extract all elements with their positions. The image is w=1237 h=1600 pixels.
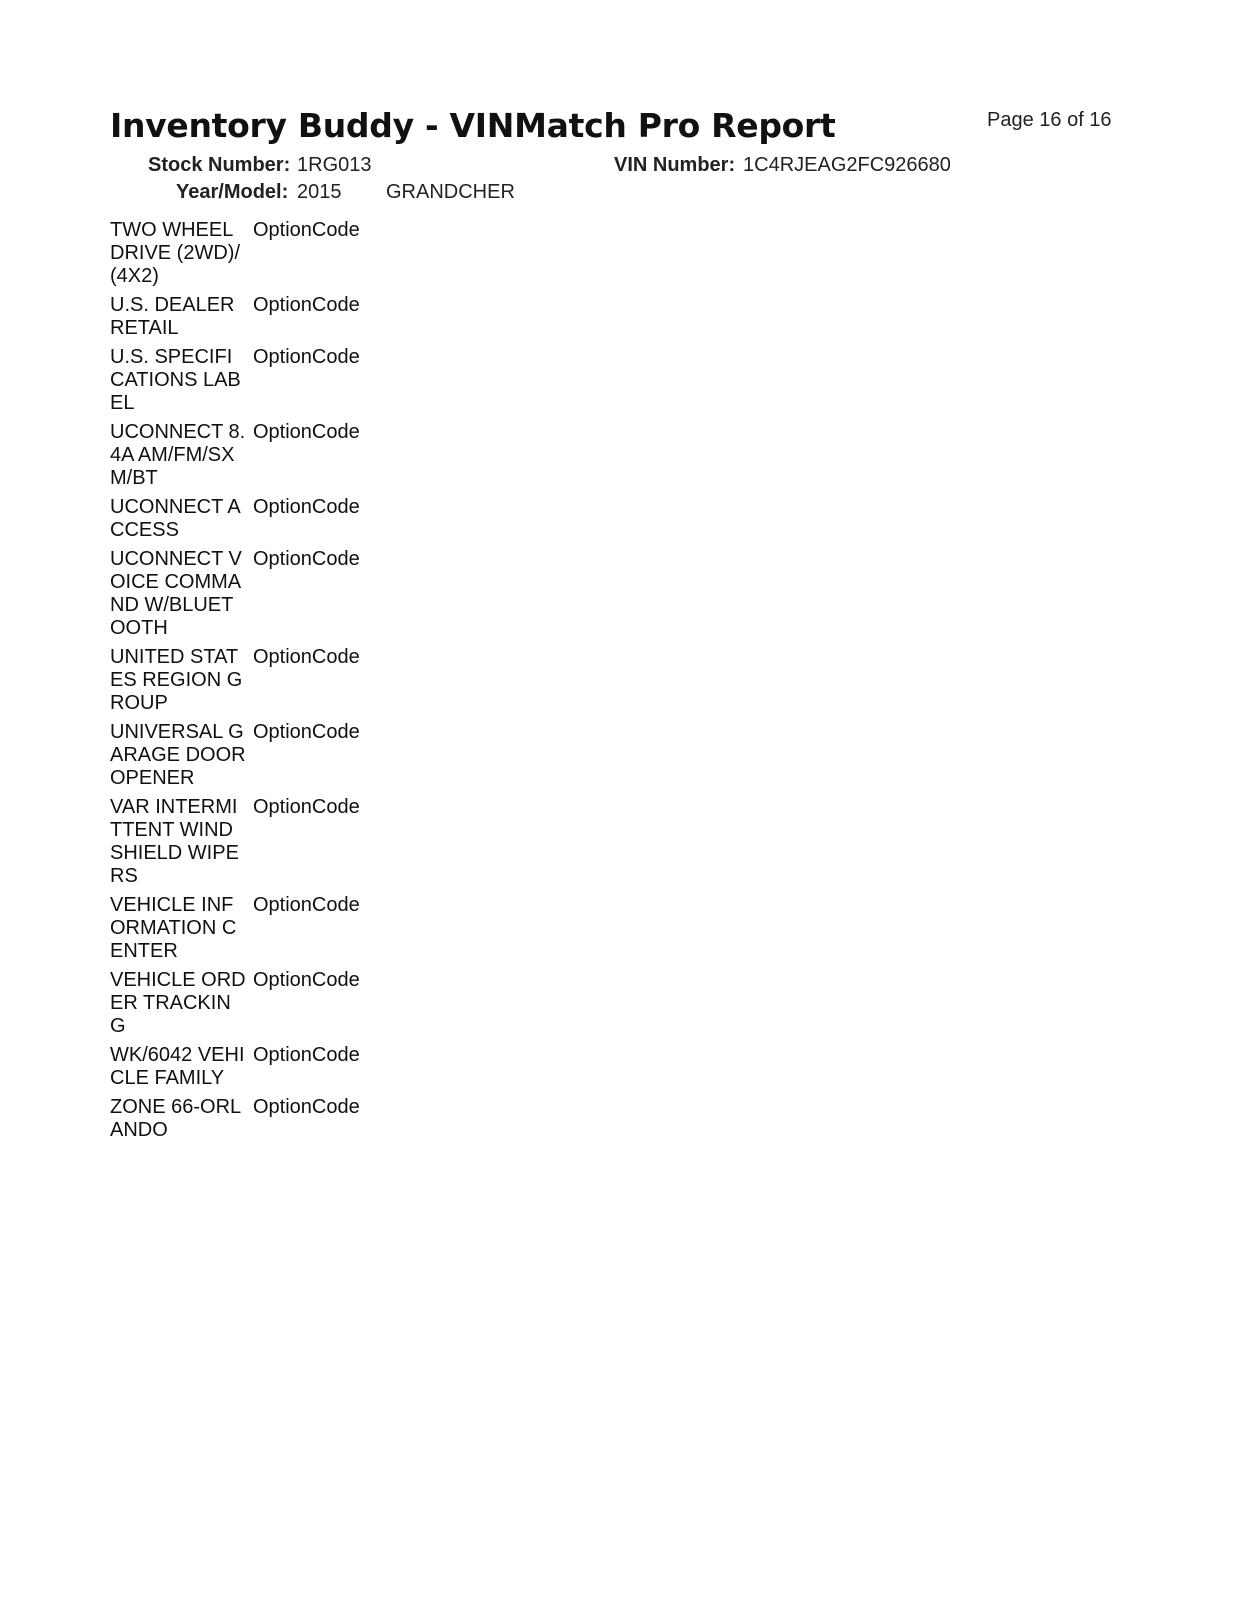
option-name: UCONNECT 8.4A AM/FM/SXM/BT — [110, 421, 246, 489]
option-type: OptionCode — [253, 294, 360, 316]
page-indicator: Page 16 of 16 — [987, 109, 1112, 131]
option-type: OptionCode — [253, 796, 360, 818]
option-name: VAR INTERMITTENT WINDSHIELD WIPERS — [110, 796, 239, 887]
option-row — [110, 1096, 430, 1142]
option-name: VEHICLE INFORMATION CENTER — [110, 894, 237, 962]
option-type: OptionCode — [253, 894, 360, 916]
option-row — [110, 219, 430, 288]
option-name: UCONNECT ACCESS — [110, 496, 241, 541]
option-row — [110, 721, 430, 790]
option-type: OptionCode — [253, 1096, 360, 1118]
report-title: Inventory Buddy - VINMatch Pro Report — [110, 106, 836, 145]
option-name: ZONE 66-ORLANDO — [110, 1096, 242, 1141]
option-type: OptionCode — [253, 219, 360, 241]
model-value: GRANDCHER — [386, 181, 515, 203]
stock-number-value: 1RG013 — [297, 154, 372, 176]
option-type: OptionCode — [253, 1044, 360, 1066]
option-row — [110, 346, 430, 415]
option-row — [110, 421, 430, 490]
option-row — [110, 294, 430, 340]
option-code-list — [110, 219, 430, 1148]
stock-number-label: Stock Number: — [148, 154, 291, 176]
option-row — [110, 796, 430, 888]
option-name: VEHICLE ORDER TRACKING — [110, 969, 246, 1037]
option-row — [110, 1044, 430, 1090]
option-row — [110, 646, 430, 715]
option-name: UNIVERSAL GARAGE DOOR OPENER — [110, 721, 246, 789]
option-name: U.S. DEALER RETAIL — [110, 294, 235, 339]
option-type: OptionCode — [253, 496, 360, 518]
option-row — [110, 894, 430, 963]
vin-number-label: VIN Number: — [614, 154, 736, 176]
option-name: TWO WHEEL DRIVE (2WD)/(4X2) — [110, 219, 240, 287]
option-name: WK/6042 VEHICLE FAMILY — [110, 1044, 245, 1089]
option-row — [110, 548, 430, 640]
year-value: 2015 — [297, 181, 342, 203]
option-type: OptionCode — [253, 421, 360, 443]
option-row — [110, 969, 430, 1038]
year-model-label: Year/Model: — [176, 181, 289, 203]
option-name: UNITED STATES REGION GROUP — [110, 646, 243, 714]
option-type: OptionCode — [253, 721, 360, 743]
option-type: OptionCode — [253, 969, 360, 991]
option-name: UCONNECT VOICE COMMAND W/BLUETOOTH — [110, 548, 242, 639]
option-type: OptionCode — [253, 548, 360, 570]
vin-number-value: 1C4RJEAG2FC926680 — [743, 154, 951, 176]
option-name: U.S. SPECIFICATIONS LABEL — [110, 346, 241, 414]
option-row — [110, 496, 430, 542]
option-type: OptionCode — [253, 646, 360, 668]
option-type: OptionCode — [253, 346, 360, 368]
